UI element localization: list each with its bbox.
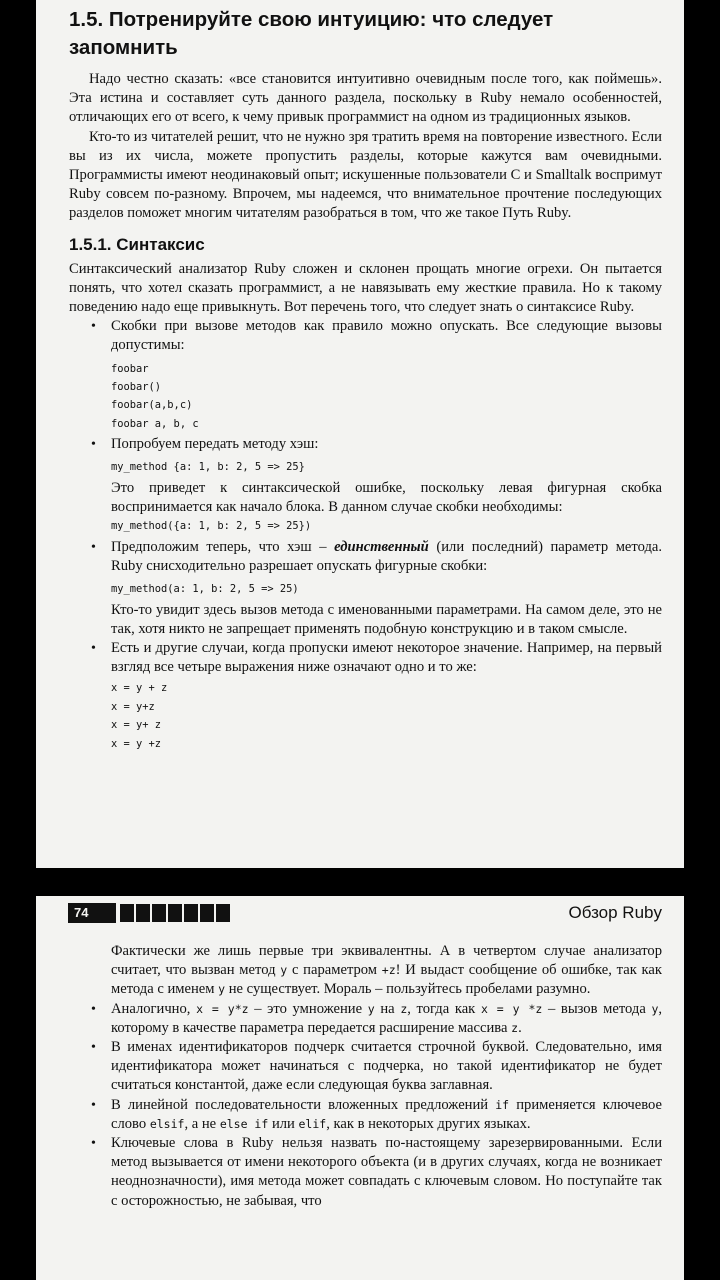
bullet-icon: •	[91, 319, 96, 335]
list-item-text: В именах идентификаторов подчерк считается строчной буквой. Следовательно, имя идентификатора может начинаться с подчерка, но такой идентификатор не будет считаться константой, даже если следующая буква заглавная.	[111, 1039, 662, 1094]
inline-code: if	[495, 1097, 510, 1112]
text-run: , а не	[184, 1115, 217, 1132]
list-item-text	[111, 1000, 662, 1038]
intro-paragraph-2: Кто-то из читателей решит, что не нужно зря тратить время на повторение известного. Если вы из их числа, можете пропустить разделы, которые кажутся вам очевидными. Программисты имеют неодинаковый опыт; искушенные пользователи C и Smalltalk воспримут Ruby совсем по-разному. Впрочем, мы надеемся, что внимательное прочтение последующих разделов поможет многим читателям разобраться в том, что же такое Путь Ruby.	[69, 128, 662, 222]
inline-code: y	[218, 982, 226, 997]
list-item	[69, 538, 662, 639]
list-item	[69, 1096, 662, 1134]
inline-code: y	[367, 1001, 375, 1016]
text-run: .	[518, 1019, 522, 1036]
syntax-paragraph: Синтаксический анализатор Ruby сложен и склонен прощать многие огрехи. Он пытается понять, что хотел сказать программист, а не навязывать ему жесткие правила. Но к такому поведению надо еще привыкнуть. Вот перечень того, что следует знать о синтаксисе Ruby.	[69, 260, 662, 316]
text-run: – это умножение	[254, 1000, 363, 1017]
header-decoration	[120, 904, 232, 922]
page-number: 74	[68, 903, 116, 923]
page-content	[69, 942, 662, 1211]
syntax-list	[69, 317, 662, 753]
text-run: , как в некоторых других языках.	[326, 1115, 531, 1132]
bullet-icon: •	[91, 1097, 96, 1113]
bullet-icon: •	[91, 640, 96, 656]
list-item-text: Есть и другие случаи, когда пропуски имеют некоторое значение. Например, на первый взгляд все четыре выражения ниже означают одно и то же:	[111, 639, 662, 676]
text-run: применяется ключевое слово	[111, 1096, 662, 1132]
list-item-text	[111, 1096, 662, 1134]
code-block: x = y + z x = y+z x = y+ z x = y +z	[111, 682, 168, 750]
list-item-text: Попробуем передать методу хэш:	[111, 436, 319, 453]
intro-paragraph: Надо честно сказать: «все становится интуитивно очевидным после того, как поймешь». Эта истина и составляет суть данного раздела, поскольку в Ruby немало особенностей, отличающих его от всего, к чему привык программист на одном из традиционных языков.	[69, 71, 662, 126]
code-block: foobar foobar() foobar(a,b,c) foobar a, b, c	[111, 362, 199, 430]
code-block: my_method(a: 1, b: 2, 5 => 25)	[111, 583, 299, 596]
list-item-text	[111, 942, 662, 1000]
code-block: my_method({a: 1, b: 2, 5 => 25})	[111, 520, 312, 533]
inline-code: elsif	[149, 1116, 185, 1131]
inline-code: y	[280, 963, 288, 978]
text-run: не существует. Мораль – пользуйтесь пробелами разумно.	[228, 981, 591, 998]
text-run: или	[271, 1115, 295, 1132]
list-item	[69, 435, 662, 535]
syntax-list-continued	[69, 942, 662, 1211]
bullet-icon: •	[91, 437, 96, 453]
list-item-text: Скобки при вызове методов как правило можно опускать. Все следующие вызовы допустимы:	[111, 318, 662, 354]
list-item-continuation	[69, 942, 662, 1000]
text-run: Фактически же лишь первые три эквивалентны. А в четвертом случае анализатор считает, что вызван метод	[111, 943, 662, 979]
inline-code: y	[651, 1001, 659, 1016]
text-run: , которому в качестве параметра передается расширение массива	[111, 1000, 663, 1036]
text-run: , тогда как	[407, 1000, 476, 1017]
page-content	[69, 6, 662, 755]
list-item	[69, 1000, 662, 1038]
list-item	[69, 639, 662, 753]
text-run: (или последний) параметр метода. Ruby снисходительно разрешает опускать фигурные скобки:	[111, 538, 663, 574]
inline-code: z	[511, 1020, 519, 1035]
emphasis-text: единственный	[334, 538, 429, 555]
inline-code: x = y *z	[480, 1001, 543, 1016]
book-page-bottom	[36, 896, 684, 1280]
list-item	[69, 1134, 662, 1211]
bullet-icon: •	[91, 1001, 96, 1017]
inline-code: +z	[381, 963, 396, 978]
list-item-text: Это приведет к синтаксической ошибке, поскольку левая фигурная скобка воспринимается как начало блока. В данном случае скобки необходимы:	[111, 479, 662, 516]
bullet-icon: •	[91, 539, 96, 555]
text-run: – вызов метода	[547, 1000, 646, 1017]
text-run: с параметром	[291, 962, 378, 979]
inline-code: else if	[219, 1116, 269, 1131]
book-page-top	[36, 0, 684, 868]
list-item	[69, 1038, 662, 1096]
text-run: Предположим теперь, что хэш –	[111, 538, 327, 555]
code-block: my_method {a: 1, b: 2, 5 => 25}	[111, 461, 305, 474]
list-item-text: Ключевые слова в Ruby нельзя назвать по-настоящему зарезервированными. Если метод вызывается от имени некоторого объекта (и в других случаях, когда не возникает неоднозначности), имя метода может совпадать с ключевым словом. Но поступайте так с осторожностью, не забывая, что	[111, 1135, 662, 1209]
text-run: В линейной последовательности вложенных предложений	[111, 1096, 489, 1113]
inline-code: x = y*z	[196, 1001, 249, 1016]
list-item	[69, 317, 662, 433]
text-run: Аналогично,	[111, 1000, 191, 1017]
inline-code: elif	[298, 1116, 327, 1131]
bullet-icon: •	[91, 1136, 96, 1152]
bullet-icon: •	[91, 1040, 96, 1056]
inline-code: z	[400, 1001, 408, 1016]
list-item-text	[111, 538, 662, 576]
section-title: 1.5. Потренируйте свою интуицию: что следует запомнить	[69, 8, 554, 59]
text-run: на	[380, 1000, 395, 1017]
list-item-text: Кто-то увидит здесь вызов метода с именованными параметрами. На самом деле, это не так, хотя никто не запрещает применять подобную конструкцию и в таком смысле.	[111, 601, 662, 637]
page-header	[36, 902, 684, 924]
subsection-title: 1.5.1. Синтаксис	[69, 234, 205, 254]
text-run: ! И выдаст сообщение об ошибке, так как метода с именем	[111, 962, 662, 998]
running-head: Обзор Ruby	[568, 903, 662, 922]
